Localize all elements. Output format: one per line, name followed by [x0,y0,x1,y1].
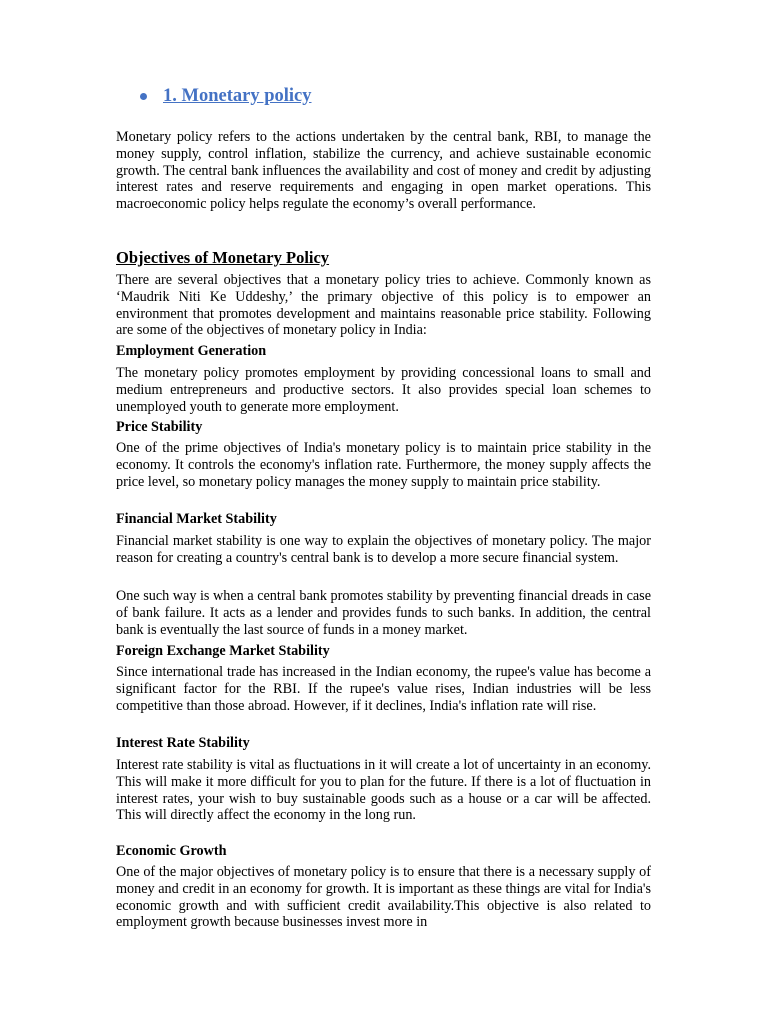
objectives-intro-paragraph: There are several objectives that a monetary policy tries to achieve. Commonly known as ‘Maudrik Niti Ke Uddeshy,’ the primary objective of this policy is to empower an environment that promotes development and maintains reasonable price stability. Following are some of the objectives of monetary policy in India: [116,272,651,339]
price-stability-paragraph: One of the prime objectives of India's monetary policy is to maintain price stability in the economy. It controls the economy's inflation rate. Furthermore, the money supply affects the price level, so monetary policy manages the money supply to maintain price stability. [116,440,651,490]
employment-generation-paragraph: The monetary policy promotes employment by providing concessional loans to small and medium entrepreneurs and productive sectors. It also provides special loan schemes to unemployed youth to generate more employment. [116,365,651,415]
interest-rate-stability-heading: Interest Rate Stability [116,735,250,751]
financial-market-stability-paragraph-1: Financial market stability is one way to explain the objectives of monetary policy. The major reason for creating a country's central bank is to develop a more secure financial system. [116,533,651,566]
foreign-exchange-stability-paragraph: Since international trade has increased in the Indian economy, the rupee's value has become a significant factor for the RBI. If the rupee's value rises, Indian industries will be less competitive than those abroad. However, if it declines, India's inflation rate will rise. [116,664,651,714]
interest-rate-stability-paragraph: Interest rate stability is vital as fluctuations in it will create a lot of uncertainty in an economy. This will make it more difficult for you to plan for the future. If there is a lot of fluctuation in interest rates, your wish to buy sustainable goods such as a house or a car will be affected. This will directly affect the economy in the long run. [116,757,651,824]
financial-market-stability-paragraph-2: One such way is when a central bank promotes stability by preventing financial dreads in case of bank failure. It acts as a lender and provides funds to such banks. In addition, the central bank is eventually the last source of funds in a money market. [116,588,651,638]
economic-growth-heading: Economic Growth [116,843,227,859]
financial-market-stability-heading: Financial Market Stability [116,511,277,527]
bullet-dot-icon [140,93,147,100]
employment-generation-heading: Employment Generation [116,343,267,359]
foreign-exchange-stability-heading: Foreign Exchange Market Stability [116,643,330,659]
monetary-policy-bullet-heading [140,86,312,107]
economic-growth-paragraph: One of the major objectives of monetary policy is to ensure that there is a necessary supply of money and credit in an economy for growth. It is important as these things are vital for India's economic growth and with sufficient credit availability.This objective is also related to employment growth because businesses invest more in [116,864,651,931]
monetary-policy-title: 1. Monetary policy [163,86,312,106]
intro-paragraph: Monetary policy refers to the actions undertaken by the central bank, RBI, to manage the money supply, control inflation, stabilize the currency, and achieve sustainable economic growth. The central bank influences the availability and cost of money and credit by adjusting interest rates and reserve requirements and engaging in open market operations. This macroeconomic policy helps regulate the economy’s overall performance. [116,129,651,213]
objectives-heading: Objectives of Monetary Policy [116,248,330,267]
price-stability-heading: Price Stability [116,419,203,435]
